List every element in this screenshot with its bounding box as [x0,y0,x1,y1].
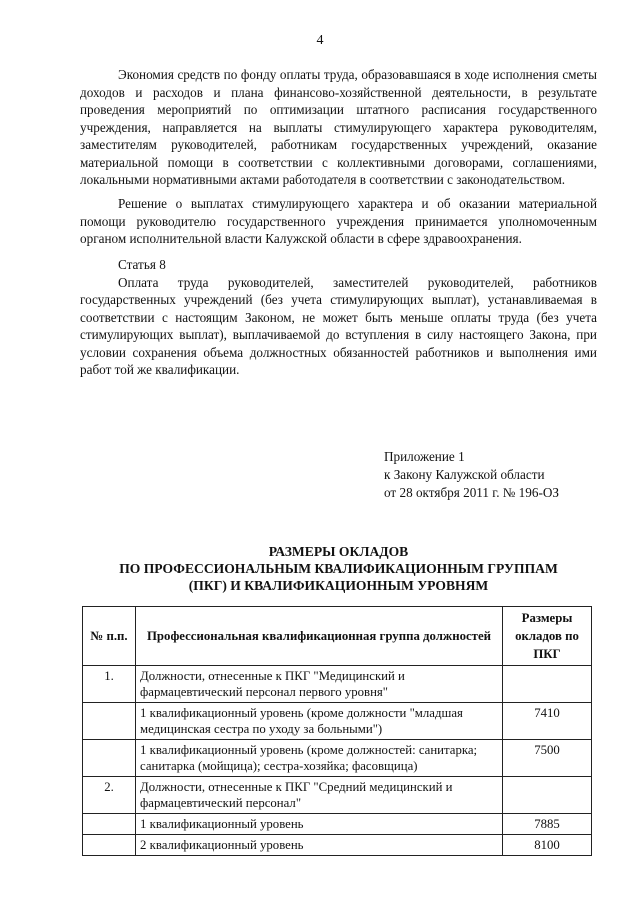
appendix-note [384,448,559,502]
table-row [83,703,592,740]
row-number [83,703,136,740]
paragraph-economy-text: Экономия средств по фонду оплаты труда, образовавшаяся в ходе исполнения сметы доходов и расходов и плана финансово-хозяйственной деятельности, в результате проведения мероприятий по оптимизации штатного расписания государственного учреждения, направляется на выплаты стимулирующего характера руководителям, заместителям руководителей, работникам государственных учреждений, оказание материальной помощи в соответствии с коллективными договорами, соглашениями, локальными нормативными актами работодателя в соответствии с законодательством. [80,67,597,187]
title-line-3: (ПКГ) И КВАЛИФИКАЦИОННЫМ УРОВНЯМ [188,578,489,593]
row-text: 1 квалификационный уровень (кроме должности "младшая медицинская сестра по уходу за больными") [136,703,503,740]
paragraph-economy [80,66,597,189]
table-row [83,835,592,856]
header-group: Профессиональная квалификационная группа должностей [136,607,503,666]
paragraph-decision [80,195,597,248]
row-text: Должности, отнесенные к ПКГ "Медицинский и фармацевтический персонал первого уровня" [136,666,503,703]
row-salary [503,666,592,703]
table-row [83,814,592,835]
table-header-row [83,607,592,666]
row-number [83,835,136,856]
paragraph-decision-text: Решение о выплатах стимулирующего характера и об оказании материальной помощи руководителю государственного учреждения принимается уполномоченным органом исполнительной власти Калужской области в сфере здравоохранения. [80,196,597,246]
row-number [83,740,136,777]
document-title [80,543,597,594]
row-number: 2. [83,777,136,814]
row-text: 1 квалификационный уровень (кроме должностей: санитарка; санитарка (мойщица); сестра-хозяйка; фасовщица) [136,740,503,777]
table-row [83,777,592,814]
row-text: 2 квалификационный уровень [136,835,503,856]
page-number: 4 [316,33,324,48]
appendix-line-2: к Закону Калужской области [384,467,545,482]
title-line-2: ПО ПРОФЕССИОНАЛЬНЫМ КВАЛИФИКАЦИОННЫМ ГРУППАМ [119,561,558,576]
appendix-line-3: от 28 октября 2011 г. № 196-ОЗ [384,485,559,500]
header-number: № п.п. [83,607,136,666]
row-number [83,814,136,835]
row-salary: 7885 [503,814,592,835]
row-salary: 8100 [503,835,592,856]
appendix-line-1: Приложение 1 [384,449,465,464]
article-text: Оплата труда руководителей, заместителей руководителей, работников государственных учреждений (без учета стимулирующих выплат), устанавливаемая в соответствии с настоящим Законом, не может быть меньше оплаты труда (без учета стимулирующих выплат), выплачиваемой до вступления в силу настоящего Закона, при условии сохранения объема должностных обязанностей работников и выполнения ими работ той же квалификации. [80,274,597,377]
table-row [83,740,592,777]
title-line-1: РАЗМЕРЫ ОКЛАДОВ [268,544,409,559]
row-text: Должности, отнесенные к ПКГ "Средний медицинский и фармацевтический персонал" [136,777,503,814]
row-salary [503,777,592,814]
row-salary: 7410 [503,703,592,740]
table-row [83,666,592,703]
row-salary: 7500 [503,740,592,777]
row-text: 1 квалификационный уровень [136,814,503,835]
article-8 [80,256,597,379]
salary-table [82,606,592,856]
row-number: 1. [83,666,136,703]
header-salary: Размеры окладов по ПКГ [503,607,592,666]
article-heading: Статья 8 [118,257,166,272]
